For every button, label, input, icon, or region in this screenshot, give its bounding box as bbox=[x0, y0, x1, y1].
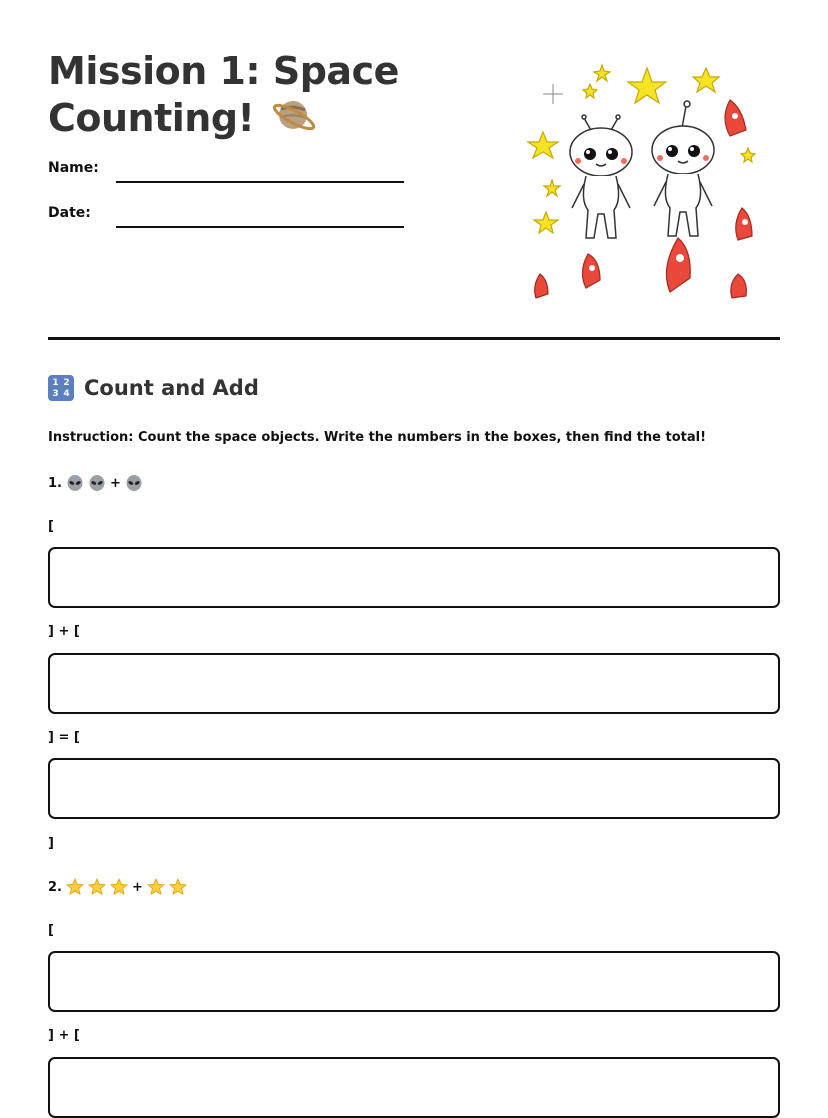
bracket-equals: ] = [ bbox=[48, 730, 80, 745]
alien-icon bbox=[88, 474, 106, 492]
number-keypad-icon: 1 2 3 4 bbox=[48, 375, 74, 401]
problem-1 bbox=[48, 474, 143, 492]
bracket-plus: ] + [ bbox=[48, 1028, 80, 1043]
name-label: Name: bbox=[48, 160, 99, 176]
bracket-plus: ] + [ bbox=[48, 624, 80, 639]
answer-box-1a[interactable] bbox=[48, 547, 780, 608]
divider bbox=[48, 337, 780, 340]
alien-icon bbox=[66, 474, 84, 492]
star-icon bbox=[110, 878, 128, 896]
star-icon bbox=[88, 878, 106, 896]
plus-sign: + bbox=[131, 879, 143, 895]
name-line[interactable] bbox=[116, 181, 404, 183]
answer-box-2a[interactable] bbox=[48, 951, 780, 1012]
worksheet-title bbox=[48, 50, 468, 146]
bracket-open: [ bbox=[48, 923, 54, 938]
title-text: Mission 1: Space Counting! bbox=[48, 49, 399, 140]
bracket-close: ] bbox=[48, 836, 54, 851]
saturn-icon bbox=[271, 93, 317, 146]
star-icon bbox=[169, 878, 187, 896]
problem-number: 1. bbox=[48, 475, 62, 491]
rocket-icons bbox=[535, 100, 752, 298]
section-heading bbox=[48, 375, 259, 401]
answer-box-2b[interactable] bbox=[48, 1057, 780, 1118]
star-icon bbox=[147, 878, 165, 896]
problem-2 bbox=[48, 878, 187, 896]
date-label: Date: bbox=[48, 205, 91, 221]
alien-icons bbox=[570, 101, 714, 238]
instruction-text: Instruction: Count the space objects. Write the numbers in the boxes, then find the total! bbox=[48, 430, 707, 445]
alien-icon bbox=[125, 474, 143, 492]
date-line[interactable] bbox=[116, 226, 404, 228]
answer-box-1-total[interactable] bbox=[48, 758, 780, 819]
bracket-open: [ bbox=[48, 519, 54, 534]
problem-number: 2. bbox=[48, 879, 62, 895]
answer-box-1b[interactable] bbox=[48, 653, 780, 714]
section-title: Count and Add bbox=[84, 376, 259, 400]
star-icons bbox=[528, 65, 755, 233]
star-icon bbox=[66, 878, 84, 896]
space-illustration bbox=[520, 60, 770, 304]
plus-sign: + bbox=[109, 475, 121, 491]
